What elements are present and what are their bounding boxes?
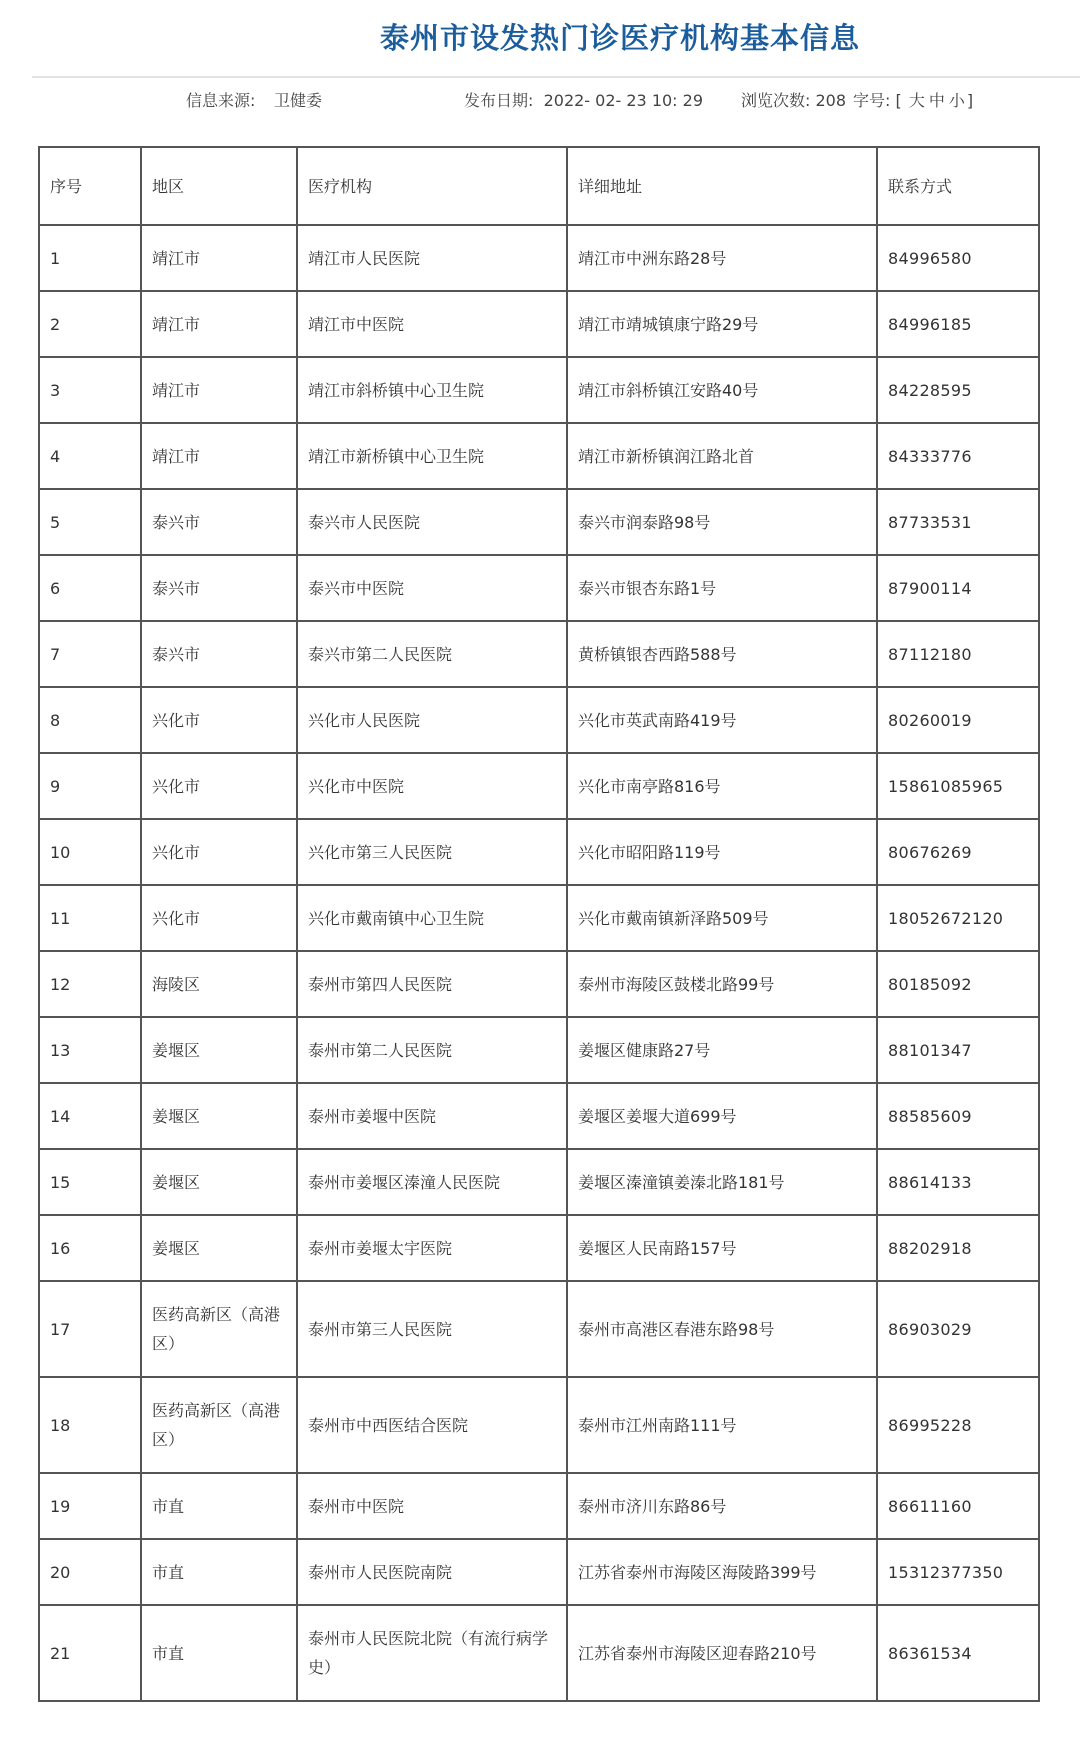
cell-index: 21	[40, 1606, 142, 1702]
cell-contact: 84996185	[878, 292, 1040, 358]
cell-contact: 80676269	[878, 820, 1040, 886]
cell-region: 姜堰区	[142, 1216, 298, 1282]
cell-address: 姜堰区健康路27号	[568, 1018, 878, 1084]
cell-address: 靖江市斜桥镇江安路40号	[568, 358, 878, 424]
cell-index: 8	[40, 688, 142, 754]
cell-contact: 15861085965	[878, 754, 1040, 820]
cell-address: 江苏省泰州市海陵区海陵路399号	[568, 1540, 878, 1606]
cell-index: 1	[40, 226, 142, 292]
cell-institution: 泰州市姜堰太宇医院	[298, 1216, 568, 1282]
cell-address: 兴化市戴南镇新泽路509号	[568, 886, 878, 952]
cell-index: 2	[40, 292, 142, 358]
cell-address: 靖江市中洲东路28号	[568, 226, 878, 292]
cell-contact: 87733531	[878, 490, 1040, 556]
page-title: 泰州市设发热门诊医疗机构基本信息	[379, 21, 860, 55]
cell-institution: 泰州市第四人民医院	[298, 952, 568, 1018]
cell-region: 泰兴市	[142, 556, 298, 622]
table-row	[40, 1282, 1040, 1378]
cell-index: 18	[40, 1378, 142, 1474]
font-size-large-link[interactable]: 大	[908, 91, 925, 110]
cell-institution: 靖江市新桥镇中心卫生院	[298, 424, 568, 490]
table-row	[40, 1216, 1040, 1282]
cell-contact: 87112180	[878, 622, 1040, 688]
view-count-value: 208	[815, 91, 847, 110]
cell-region: 泰兴市	[142, 490, 298, 556]
table-header-row	[40, 148, 1040, 226]
cell-institution: 泰兴市人民医院	[298, 490, 568, 556]
cell-region: 海陵区	[142, 952, 298, 1018]
cell-contact: 86903029	[878, 1282, 1040, 1378]
cell-index: 13	[40, 1018, 142, 1084]
cell-contact: 87900114	[878, 556, 1040, 622]
cell-region: 靖江市	[142, 292, 298, 358]
table-row	[40, 1150, 1040, 1216]
table-row	[40, 424, 1040, 490]
publish-date	[464, 88, 703, 111]
table-row	[40, 1606, 1040, 1702]
cell-contact: 86361534	[878, 1606, 1040, 1702]
font-size-medium-link[interactable]: 中	[928, 91, 945, 110]
table-row	[40, 886, 1040, 952]
cell-contact: 80260019	[878, 688, 1040, 754]
cell-institution: 泰州市中西医结合医院	[298, 1378, 568, 1474]
cell-institution: 泰兴市中医院	[298, 556, 568, 622]
cell-address: 兴化市南亭路816号	[568, 754, 878, 820]
cell-index: 20	[40, 1540, 142, 1606]
table-row	[40, 1540, 1040, 1606]
table-row	[40, 820, 1040, 886]
cell-address: 姜堰区人民南路157号	[568, 1216, 878, 1282]
table-row	[40, 1084, 1040, 1150]
table-row	[40, 292, 1040, 358]
cell-contact: 84228595	[878, 358, 1040, 424]
cell-region: 靖江市	[142, 226, 298, 292]
cell-region: 兴化市	[142, 820, 298, 886]
table-row	[40, 226, 1040, 292]
cell-region: 靖江市	[142, 358, 298, 424]
cell-address: 泰兴市银杏东路1号	[568, 556, 878, 622]
cell-index: 3	[40, 358, 142, 424]
cell-contact: 86611160	[878, 1474, 1040, 1540]
cell-contact: 88202918	[878, 1216, 1040, 1282]
table-row	[40, 1378, 1040, 1474]
cell-address: 黄桥镇银杏西路588号	[568, 622, 878, 688]
cell-region: 靖江市	[142, 424, 298, 490]
cell-institution: 兴化市第三人民医院	[298, 820, 568, 886]
cell-index: 10	[40, 820, 142, 886]
font-size-bracket-open: [	[895, 91, 902, 110]
cell-contact: 88101347	[878, 1018, 1040, 1084]
table-row	[40, 754, 1040, 820]
cell-region: 市直	[142, 1540, 298, 1606]
cell-address: 靖江市靖城镇康宁路29号	[568, 292, 878, 358]
cell-index: 17	[40, 1282, 142, 1378]
cell-institution: 泰州市姜堰区溱潼人民医院	[298, 1150, 568, 1216]
cell-institution: 靖江市中医院	[298, 292, 568, 358]
cell-address: 姜堰区姜堰大道699号	[568, 1084, 878, 1150]
cell-index: 15	[40, 1150, 142, 1216]
cell-contact: 84996580	[878, 226, 1040, 292]
cell-region: 市直	[142, 1606, 298, 1702]
cell-institution: 兴化市戴南镇中心卫生院	[298, 886, 568, 952]
cell-institution: 泰州市第二人民医院	[298, 1018, 568, 1084]
header-region: 地区	[142, 148, 298, 226]
cell-institution: 泰州市人民医院南院	[298, 1540, 568, 1606]
cell-address: 兴化市英武南路419号	[568, 688, 878, 754]
cell-address: 靖江市新桥镇润江路北首	[568, 424, 878, 490]
cell-address: 江苏省泰州市海陵区迎春路210号	[568, 1606, 878, 1702]
cell-institution: 泰州市人民医院北院（有流行病学史）	[298, 1606, 568, 1702]
cell-address: 泰州市高港区春港东路98号	[568, 1282, 878, 1378]
cell-institution: 泰州市姜堰中医院	[298, 1084, 568, 1150]
cell-index: 7	[40, 622, 142, 688]
cell-institution: 靖江市人民医院	[298, 226, 568, 292]
cell-index: 5	[40, 490, 142, 556]
table-row	[40, 556, 1040, 622]
cell-institution: 泰州市第三人民医院	[298, 1282, 568, 1378]
cell-region: 兴化市	[142, 754, 298, 820]
cell-index: 19	[40, 1474, 142, 1540]
cell-institution: 兴化市人民医院	[298, 688, 568, 754]
font-size-label: 字号:	[853, 91, 891, 110]
table-row	[40, 622, 1040, 688]
cell-index: 11	[40, 886, 142, 952]
header-contact: 联系方式	[878, 148, 1040, 226]
table-row	[40, 358, 1040, 424]
cell-index: 6	[40, 556, 142, 622]
header-address: 详细地址	[568, 148, 878, 226]
font-size-control	[853, 88, 973, 111]
cell-region: 兴化市	[142, 886, 298, 952]
header-institution: 医疗机构	[298, 148, 568, 226]
cell-index: 9	[40, 754, 142, 820]
cell-institution: 泰州市中医院	[298, 1474, 568, 1540]
cell-region: 医药高新区（高港区）	[142, 1282, 298, 1378]
cell-contact: 15312377350	[878, 1540, 1040, 1606]
table-row	[40, 1018, 1040, 1084]
cell-address: 姜堰区溱潼镇姜溱北路181号	[568, 1150, 878, 1216]
cell-contact: 80185092	[878, 952, 1040, 1018]
cell-address: 泰州市海陵区鼓楼北路99号	[568, 952, 878, 1018]
title-divider	[32, 76, 1080, 78]
cell-address: 泰兴市润泰路98号	[568, 490, 878, 556]
cell-institution: 靖江市斜桥镇中心卫生院	[298, 358, 568, 424]
table-row	[40, 490, 1040, 556]
cell-index: 4	[40, 424, 142, 490]
cell-contact: 86995228	[878, 1378, 1040, 1474]
source-label: 信息来源:	[186, 91, 256, 110]
cell-contact: 84333776	[878, 424, 1040, 490]
publish-date-value: 2022- 02- 23 10: 29	[543, 91, 704, 110]
font-size-small-link[interactable]: 小	[948, 91, 965, 110]
cell-region: 市直	[142, 1474, 298, 1540]
table-row	[40, 688, 1040, 754]
header-index: 序号	[40, 148, 142, 226]
publish-date-label: 发布日期:	[464, 91, 534, 110]
cell-address: 泰州市济川东路86号	[568, 1474, 878, 1540]
cell-contact: 18052672120	[878, 886, 1040, 952]
source-value: 卫健委	[274, 91, 323, 110]
view-count	[741, 88, 846, 111]
cell-index: 14	[40, 1084, 142, 1150]
cell-index: 12	[40, 952, 142, 1018]
cell-contact: 88585609	[878, 1084, 1040, 1150]
cell-region: 兴化市	[142, 688, 298, 754]
cell-address: 泰州市江州南路111号	[568, 1378, 878, 1474]
font-size-bracket-close: ]	[966, 91, 974, 110]
cell-institution: 兴化市中医院	[298, 754, 568, 820]
cell-address: 兴化市昭阳路119号	[568, 820, 878, 886]
cell-index: 16	[40, 1216, 142, 1282]
cell-region: 姜堰区	[142, 1150, 298, 1216]
cell-region: 姜堰区	[142, 1084, 298, 1150]
cell-region: 医药高新区（高港区）	[142, 1378, 298, 1474]
cell-region: 泰兴市	[142, 622, 298, 688]
view-count-label: 浏览次数:	[741, 91, 811, 110]
table-row	[40, 952, 1040, 1018]
hospital-table	[38, 146, 1040, 1702]
cell-institution: 泰兴市第二人民医院	[298, 622, 568, 688]
table-row	[40, 1474, 1040, 1540]
cell-contact: 88614133	[878, 1150, 1040, 1216]
cell-region: 姜堰区	[142, 1018, 298, 1084]
